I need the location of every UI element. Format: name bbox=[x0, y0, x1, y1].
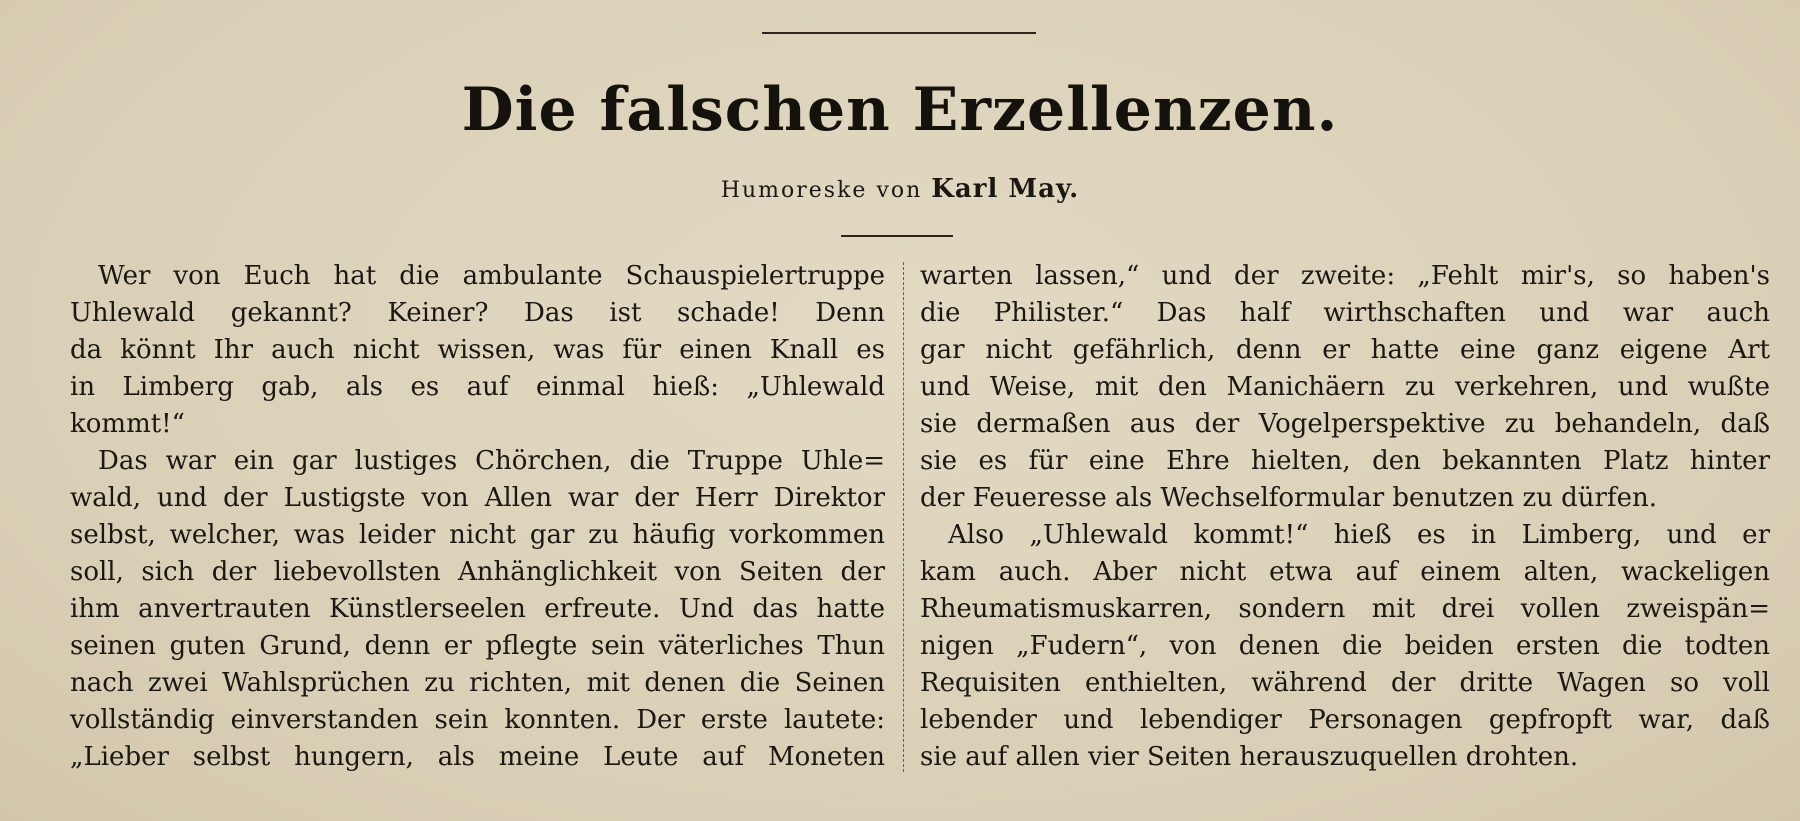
text-line: sie auf allen vier Seiten herauszuquellen drohten. bbox=[920, 742, 1579, 772]
top-rule bbox=[762, 32, 1036, 34]
text-line: Uhlewald gekannt? Keiner? Das ist schade! Denn bbox=[70, 298, 885, 328]
text-line: warten lassen,“ und der zweite: „Fehlt mir's, so haben's bbox=[920, 261, 1770, 291]
text-line: der Feueresse als Wechselformular benutzen zu dürfen. bbox=[920, 483, 1658, 513]
right-column bbox=[920, 258, 1770, 776]
text-line: sie dermaßen aus der Vogelperspektive zu behandeln, daß bbox=[920, 409, 1770, 439]
text-line: Requisiten enthielten, während der dritte Wagen so voll bbox=[920, 668, 1770, 698]
text-line: lebender und lebendiger Personagen gepfropft war, daß bbox=[920, 705, 1770, 735]
text-line: selbst, welcher, was leider nicht gar zu häufig vorkommen bbox=[70, 520, 885, 550]
text-line: kommt!“ bbox=[70, 409, 185, 439]
text-line: da könnt Ihr auch nicht wissen, was für einen Knall es bbox=[70, 335, 885, 365]
column-divider bbox=[903, 262, 904, 772]
text-line: nigen „Fudern“, von denen die beiden ersten die todten bbox=[920, 631, 1770, 661]
text-line: Also „Uhlewald kommt!“ hieß es in Limberg, und er bbox=[948, 520, 1770, 550]
text-line: Wer von Euch hat die ambulante Schauspielertruppe bbox=[98, 261, 885, 291]
text-line: vollständig einverstanden sein konnten. Der erste lautete: bbox=[70, 705, 885, 735]
text-line: kam auch. Aber nicht etwa auf einem alten, wackeligen bbox=[920, 557, 1770, 587]
text-line: die Philister.“ Das half wirthschaften und war auch bbox=[920, 298, 1770, 328]
text-line: ihm anvertrauten Künstlerseelen erfreute. Und das hatte bbox=[70, 594, 885, 624]
left-column bbox=[70, 258, 885, 776]
text-line: soll, sich der liebevollsten Anhänglichkeit von Seiten der bbox=[70, 557, 885, 587]
author-name: Karl May. bbox=[931, 174, 1080, 204]
text-line: gar nicht gefährlich, denn er hatte eine ganz eigene Art bbox=[920, 335, 1770, 365]
text-line: „Lieber selbst hungern, als meine Leute auf Moneten bbox=[70, 742, 885, 772]
text-line: seinen guten Grund, denn er pflegte sein väterliches Thun bbox=[70, 631, 885, 661]
text-line: Das war ein gar lustiges Chörchen, die Truppe Uhle= bbox=[98, 446, 885, 476]
byline-prefix: Humoreske von bbox=[720, 178, 923, 203]
text-line: wald, und der Lustigste von Allen war der Herr Direktor bbox=[70, 483, 885, 513]
article-title: Die falschen Erzellenzen. bbox=[461, 75, 1339, 145]
title-divider-rule bbox=[841, 235, 953, 237]
text-line: sie es für eine Ehre hielten, den bekannten Platz hinter bbox=[920, 446, 1770, 476]
text-line: nach zwei Wahlsprüchen zu richten, mit denen die Seinen bbox=[70, 668, 885, 698]
text-line: in Limberg gab, als es auf einmal hieß: „Uhlewald bbox=[70, 372, 885, 402]
byline bbox=[0, 176, 1800, 202]
text-line: und Weise, mit den Manichäern zu verkehren, und wußte bbox=[920, 372, 1770, 402]
text-line: Rheumatismuskarren, sondern mit drei vollen zweispän= bbox=[920, 594, 1770, 624]
